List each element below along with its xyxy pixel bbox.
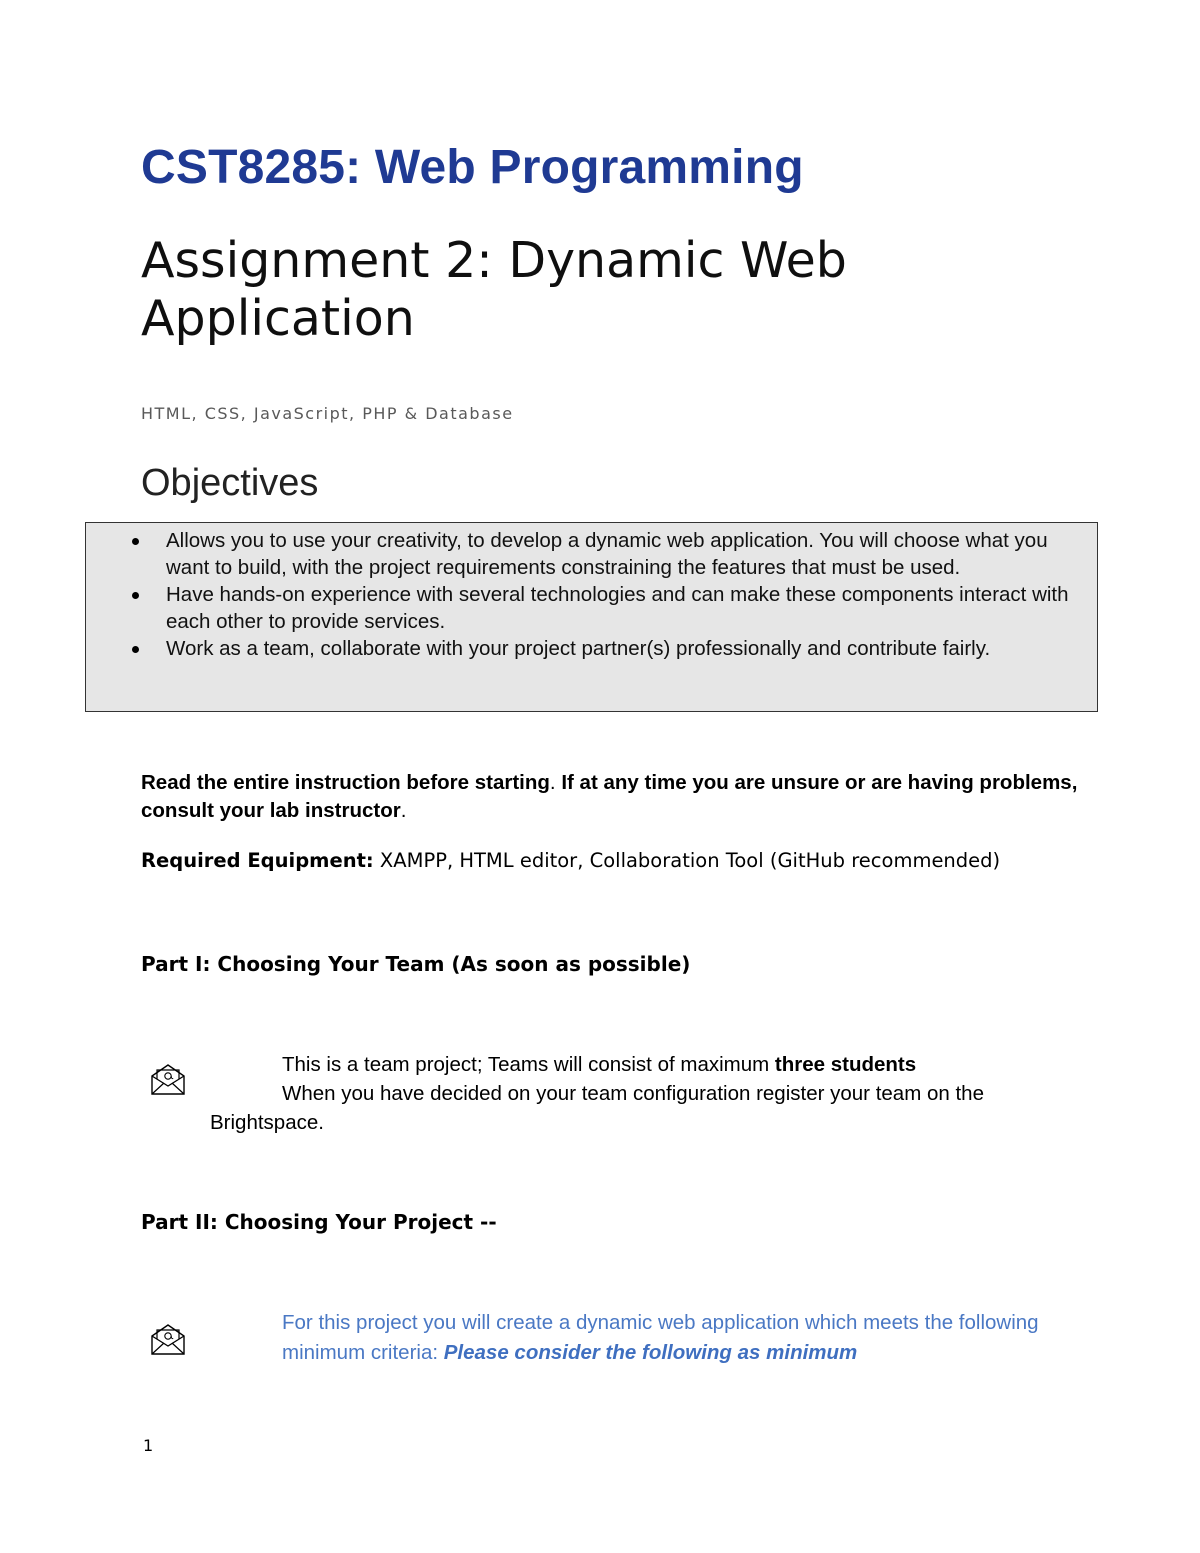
team-description: This is a team project; Teams will consist of maximum three students When you have decided on your team configuration register your team on the Brightspace. [210,1050,1080,1137]
team-registration-note: When you have decided on your team configuration register your team on the Brightspace. [210,1082,984,1134]
part1-heading: Part I: Choosing Your Team (As soon as possible) [141,952,691,976]
document-title [141,232,847,348]
document-title-line1: Assignment 2: Dynamic Web [141,232,847,289]
read-instruction-note: Read the entire instruction before starting. If at any time you are unsure or are having problems, consult your lab instructor. [141,771,1078,822]
objectives-heading: Objectives [141,462,319,504]
objectives-list [132,527,1082,662]
required-equipment-value: XAMPP, HTML editor, Collaboration Tool (GitHub recommended) [373,849,1001,872]
required-equipment [141,847,1000,875]
document-subtitle: HTML, CSS, JavaScript, PHP & Database [141,404,514,423]
course-title: CST8285: Web Programming [141,141,804,194]
required-equipment-label: Required Equipment: [141,849,374,872]
email-envelope-icon [150,1322,186,1356]
objective-item: Work as a team, collaborate with your project partner(s) professionally and contribute fairly. [132,635,1082,662]
email-envelope-icon [150,1062,186,1096]
project-minimum-note: Please consider the following as minimum [443,1341,858,1364]
part2-heading: Part II: Choosing Your Project -- [141,1210,497,1234]
objective-item: Have hands-on experience with several technologies and can make these components interact with each other to provide services. [132,581,1082,635]
project-description: For this project you will create a dynamic web application which meets the following minimum criteria: Please consider the following as minimum [282,1311,1039,1364]
objective-item: Allows you to use your creativity, to develop a dynamic web application. You will choose what you want to build, with the project requirements constraining the features that must be used. [132,527,1082,581]
page-number: 1 [143,1436,154,1455]
objectives-box [85,522,1098,712]
document-title-line2: Application [141,290,415,347]
team-size: three students [774,1053,917,1076]
bullet-icon [132,646,139,653]
bullet-icon [132,538,139,545]
bullet-icon [132,592,139,599]
